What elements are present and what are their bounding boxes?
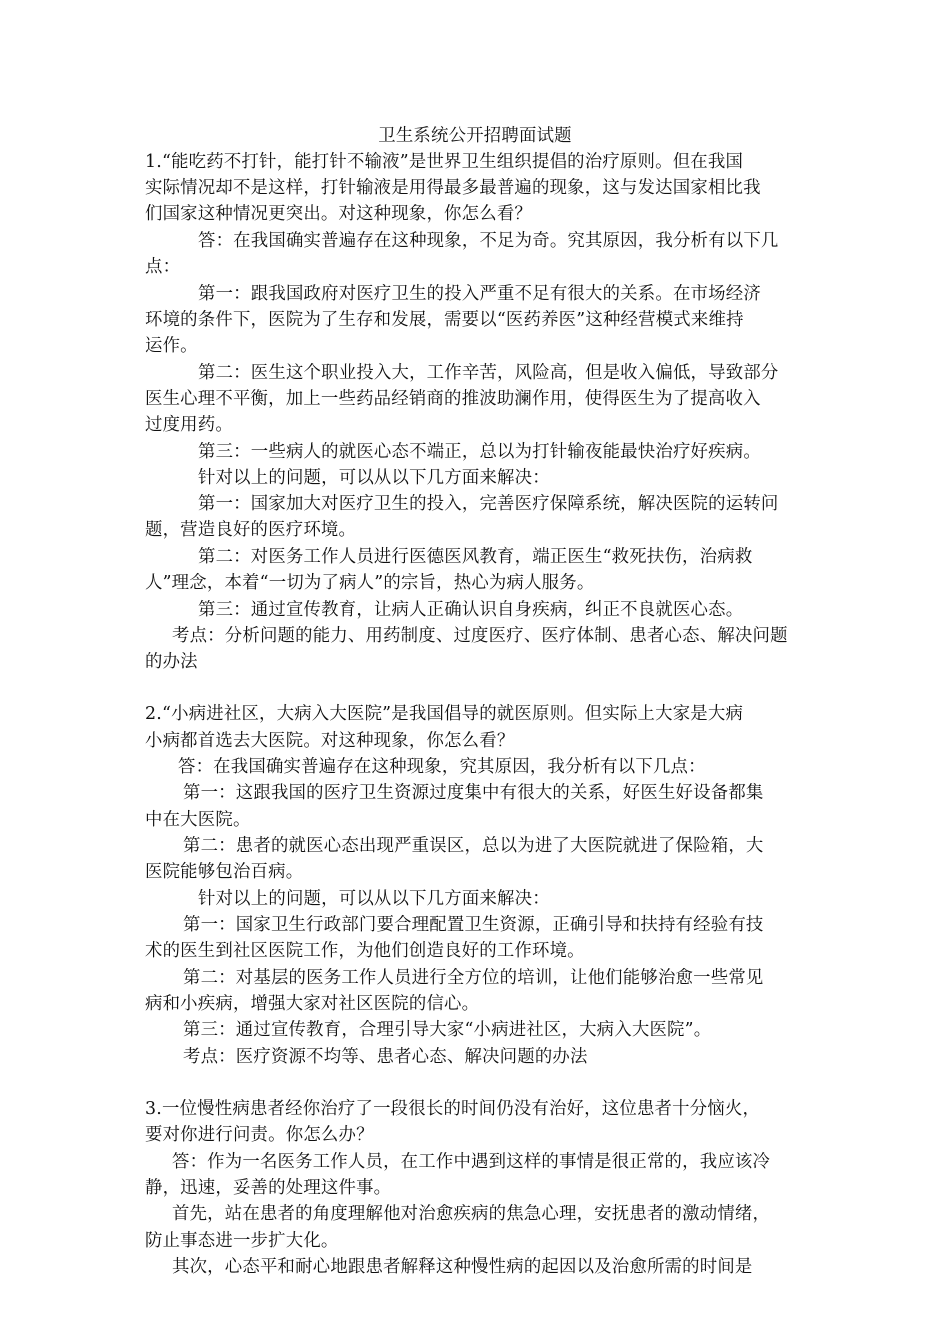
text-line: 防止事态进一步扩大化。	[145, 1231, 339, 1251]
text-line: 针对以上的问题，可以从以下几方面来解决：	[198, 468, 550, 488]
text-line: 点：	[145, 257, 181, 277]
text-line: 3.一位慢性病患者经你治疗了一段很长的时间仍没有治好，这位患者十分恼火，	[145, 1099, 761, 1119]
text-line: 考点：医疗资源不均等、患者心态、解决问题的办法	[183, 1047, 588, 1067]
text-line: 实际情况却不是这样，打针输液是用得最多最普遍的现象，这与发达国家相比我	[145, 178, 761, 198]
text-line: 要对你进行问责。你怎么办？	[145, 1125, 374, 1145]
text-line: 第二：对基层的医务工作人员进行全方位的培训，让他们能够治愈一些常见	[183, 968, 764, 988]
text-line: 医院能够包治百病。	[145, 862, 304, 882]
text-line: 第二：对医务工作人员进行医德医风教育，端正医生“救死扶伤，治病救	[198, 547, 753, 567]
text-line: 第一：国家卫生行政部门要合理配置卫生资源，正确引导和扶持有经验有技	[183, 915, 764, 935]
text-line: 第一：跟我国政府对医疗卫生的投入严重不足有很大的关系。在市场经济	[198, 284, 761, 304]
document-title: 卫生系统公开招聘面试题	[378, 126, 572, 146]
text-line: 第三：通过宣传教育，合理引导大家“小病进社区，大病入大医院”。	[183, 1020, 712, 1040]
text-line: 第一：国家加大对医疗卫生的投入，完善医疗保障系统，解决医院的运转问	[198, 494, 779, 514]
text-line: 的办法	[145, 652, 198, 672]
text-line: 们国家这种情况更突出。对这种现象，你怎么看？	[145, 204, 532, 224]
text-line: 小病都首选去大医院。对这种现象，你怎么看？	[145, 731, 515, 751]
text-line: 静，迅速，妥善的处理这件事。	[145, 1178, 392, 1198]
text-line: 第三：通过宣传教育，让病人正确认识自身疾病，纠正不良就医心态。	[198, 600, 744, 620]
text-line: 第二：患者的就医心态出现严重误区，总以为进了大医院就进了保险箱，大	[183, 836, 764, 856]
text-line: 1.“能吃药不打针，能打针不输液”是世界卫生组织提倡的治疗原则。但在我国	[145, 152, 744, 172]
text-line: 医生心理不平衡，加上一些药品经销商的推波助澜作用，使得医生为了提高收入	[145, 389, 761, 409]
text-line: 2.“小病进社区，大病入大医院”是我国倡导的就医原则。但实际上大家是大病	[145, 704, 744, 724]
text-line: 环境的条件下，医院为了生存和发展，需要以“医药养医”这种经营模式来维持	[145, 310, 744, 330]
text-line: 答：在我国确实普遍存在这种现象，究其原因，我分析有以下几点：	[178, 757, 706, 777]
text-line: 病和小疾病，增强大家对社区医院的信心。	[145, 994, 480, 1014]
text-line: 针对以上的问题，可以从以下几方面来解决：	[198, 889, 550, 909]
text-line: 题，营造良好的医疗环境。	[145, 520, 357, 540]
text-line: 运作。	[145, 336, 198, 356]
text-line: 人”理念，本着“一切为了病人”的宗旨，热心为病人服务。	[145, 573, 595, 593]
text-line: 首先，站在患者的角度理解他对治愈疾病的焦急心理，安抚患者的激动情绪，	[172, 1204, 771, 1224]
text-line: 术的医生到社区医院工作，为他们创造良好的工作环境。	[145, 941, 585, 961]
text-line: 过度用药。	[145, 415, 233, 435]
text-line: 中在大医院。	[145, 810, 251, 830]
text-line: 第一：这跟我国的医疗卫生资源过度集中有很大的关系，好医生好设备都集	[183, 783, 764, 803]
text-line: 答：作为一名医务工作人员，在工作中遇到这样的事情是很正常的，我应该冷	[172, 1152, 771, 1172]
text-line: 考点：分析问题的能力、用药制度、过度医疗、医疗体制、患者心态、解决问题	[172, 626, 788, 646]
text-line: 第三：一些病人的就医心态不端正，总以为打针输夜能最快治疗好疾病。	[198, 442, 761, 462]
text-line: 第二：医生这个职业投入大，工作辛苦，风险高，但是收入偏低，导致部分	[198, 363, 779, 383]
text-line: 答：在我国确实普遍存在这种现象，不足为奇。究其原因，我分析有以下几	[198, 231, 779, 251]
text-line: 其次，心态平和耐心地跟患者解释这种慢性病的起因以及治愈所需的时间是	[172, 1257, 753, 1277]
